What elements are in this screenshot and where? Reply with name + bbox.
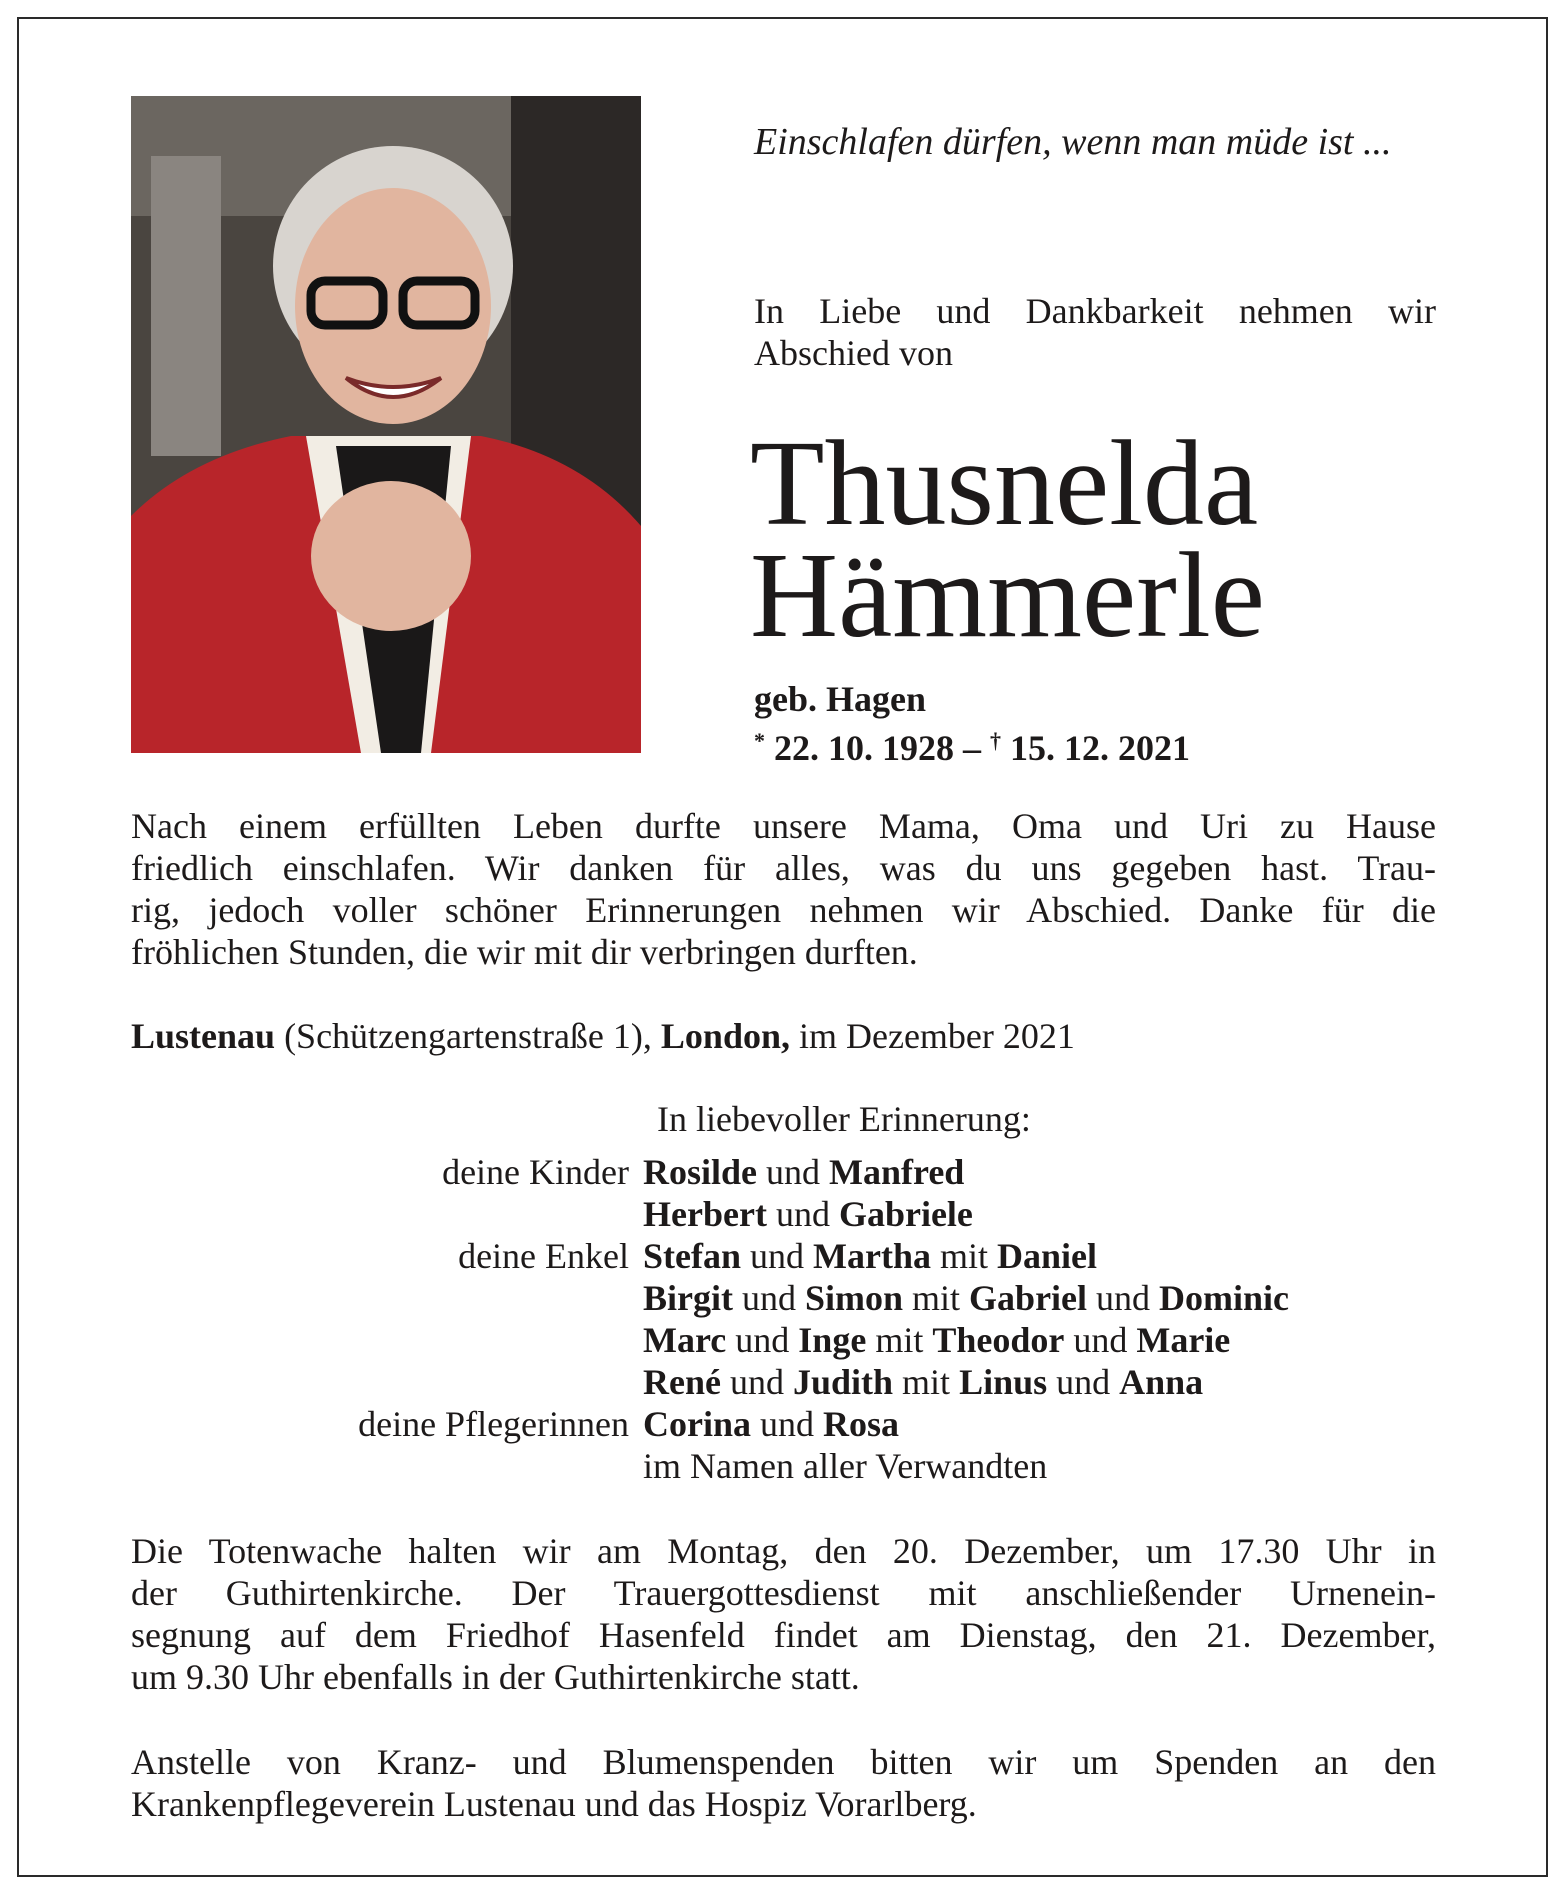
text-line: fröhlichen Stunden, die wir mit dir verbringen durften.: [131, 932, 918, 972]
intro-line: Abschied von: [754, 333, 953, 373]
relation-label: deine Pflegerinnen: [358, 1404, 629, 1444]
maiden-name: geb. Hagen: [754, 679, 927, 719]
relation-label: [131, 1319, 643, 1361]
connector-text: mit: [930, 1236, 997, 1276]
family-row: [131, 1361, 1436, 1403]
paragraph-donations: [131, 1741, 1436, 1825]
connector-text: mit: [893, 1362, 960, 1402]
connector-text: mit: [903, 1278, 970, 1318]
family-names: [643, 1193, 973, 1235]
intro-line: In Liebe und Dankbarkeit nehmen wir: [754, 291, 1436, 331]
place-date: [131, 1015, 1075, 1057]
family-names: [643, 1445, 1047, 1487]
deceased-name: [750, 416, 1265, 663]
connector-text: und: [741, 1236, 813, 1276]
person-name: Manfred: [829, 1152, 965, 1192]
person-name: Gabriele: [838, 1194, 973, 1234]
person-name: René: [643, 1362, 721, 1402]
connector-text: und: [726, 1320, 799, 1360]
birth-date: 22. 10. 1928 –: [774, 728, 981, 768]
relation-label: deine Enkel: [458, 1236, 629, 1276]
paragraph-service: [131, 1530, 1436, 1698]
person-name: Marie: [1136, 1320, 1231, 1360]
text-line: rig, jedoch voller schöner Erinnerungen nehmen wir Abschied. Danke für die: [131, 890, 1436, 930]
life-dates: [754, 720, 1190, 769]
family-names: [643, 1319, 1230, 1361]
death-date: 15. 12. 2021: [1010, 728, 1190, 768]
text-line: Krankenpflegeverein Lustenau und das Hospiz Vorarlberg.: [131, 1784, 977, 1824]
city-lustenau: Lustenau: [131, 1016, 276, 1056]
text-line: segnung auf dem Friedhof Hasenfeld findet am Dienstag, den 21. Dezember,: [131, 1615, 1436, 1655]
person-name: Stefan: [643, 1236, 741, 1276]
person-name: Daniel: [996, 1236, 1097, 1276]
connector-text: und: [1087, 1278, 1160, 1318]
family-row: [131, 1193, 1436, 1235]
person-name: Anna: [1119, 1362, 1204, 1402]
date: im Dezember 2021: [789, 1016, 1075, 1056]
connector-text: mit: [866, 1320, 933, 1360]
person-name: Dominic: [1159, 1278, 1290, 1318]
family-names: [643, 1361, 1203, 1403]
relation-label: [131, 1193, 643, 1235]
person-name: Rosa: [823, 1404, 900, 1444]
person-name: Theodor: [932, 1320, 1065, 1360]
relation-label: [131, 1445, 643, 1487]
family-row: [131, 1319, 1436, 1361]
family-row: [131, 1235, 1436, 1277]
portrait-photo: [131, 96, 641, 753]
connector-text: im Namen aller Verwandten: [643, 1446, 1048, 1486]
death-symbol: †: [990, 728, 1001, 753]
last-name: Hämmerle: [750, 528, 1265, 663]
family-names: [643, 1403, 899, 1445]
connector-text: und: [720, 1362, 793, 1402]
family-names: [643, 1277, 1289, 1319]
text-line: Nach einem erfüllten Leben durfte unsere Mama, Oma und Uri zu Hause: [131, 806, 1436, 846]
first-name: Thusnelda: [750, 416, 1259, 551]
paragraph-farewell: [131, 805, 1436, 973]
relation-label: deine Kinder: [442, 1152, 629, 1192]
connector-text: und: [732, 1278, 805, 1318]
address: (Schützengartenstraße 1),: [275, 1016, 661, 1056]
connector-text: und: [1064, 1320, 1137, 1360]
intro-text: [754, 290, 1436, 374]
text-line: Anstelle von Kranz- und Blumenspenden bitten wir um Spenden an den: [131, 1742, 1436, 1782]
person-name: Judith: [792, 1362, 894, 1402]
connector-text: und: [1047, 1362, 1120, 1402]
person-name: Linus: [959, 1362, 1048, 1402]
person-name: Marc: [643, 1320, 727, 1360]
family-names: [643, 1235, 1097, 1277]
person-name: Gabriel: [969, 1278, 1088, 1318]
birth-symbol: *: [754, 728, 765, 753]
person-name: Simon: [804, 1278, 904, 1318]
family-list: [131, 1151, 1436, 1487]
connector-text: und: [751, 1404, 823, 1444]
family-row: [131, 1151, 1436, 1193]
person-name: Corina: [643, 1404, 751, 1444]
text-line: friedlich einschlafen. Wir danken für alles, was du uns gegeben hast. Trau-: [131, 848, 1436, 888]
city-london: London,: [660, 1016, 790, 1056]
family-row: [131, 1277, 1436, 1319]
family-row: [131, 1445, 1436, 1487]
tagline: Einschlafen dürfen, wenn man müde ist ...: [754, 121, 1392, 163]
text-line: der Guthirtenkirche. Der Trauergottesdienst mit anschließender Urnenein-: [131, 1573, 1436, 1613]
relation-label: [131, 1277, 643, 1319]
memory-heading: In liebevoller Erinnerung:: [657, 1099, 1031, 1139]
person-name: Herbert: [643, 1194, 767, 1234]
person-name: Rosilde: [643, 1152, 758, 1192]
person-name: Inge: [798, 1320, 867, 1360]
birth-info: [754, 678, 1190, 769]
relation-label: [131, 1361, 643, 1403]
text-line: Die Totenwache halten wir am Montag, den 20. Dezember, um 17.30 Uhr in: [131, 1531, 1436, 1571]
text-line: um 9.30 Uhr ebenfalls in der Guthirtenkirche statt.: [131, 1657, 860, 1697]
connector-text: und: [766, 1194, 839, 1234]
person-name: Martha: [813, 1236, 931, 1276]
connector-text: und: [757, 1152, 830, 1192]
family-row: [131, 1403, 1436, 1445]
person-name: Birgit: [643, 1278, 733, 1318]
family-names: [643, 1151, 964, 1193]
